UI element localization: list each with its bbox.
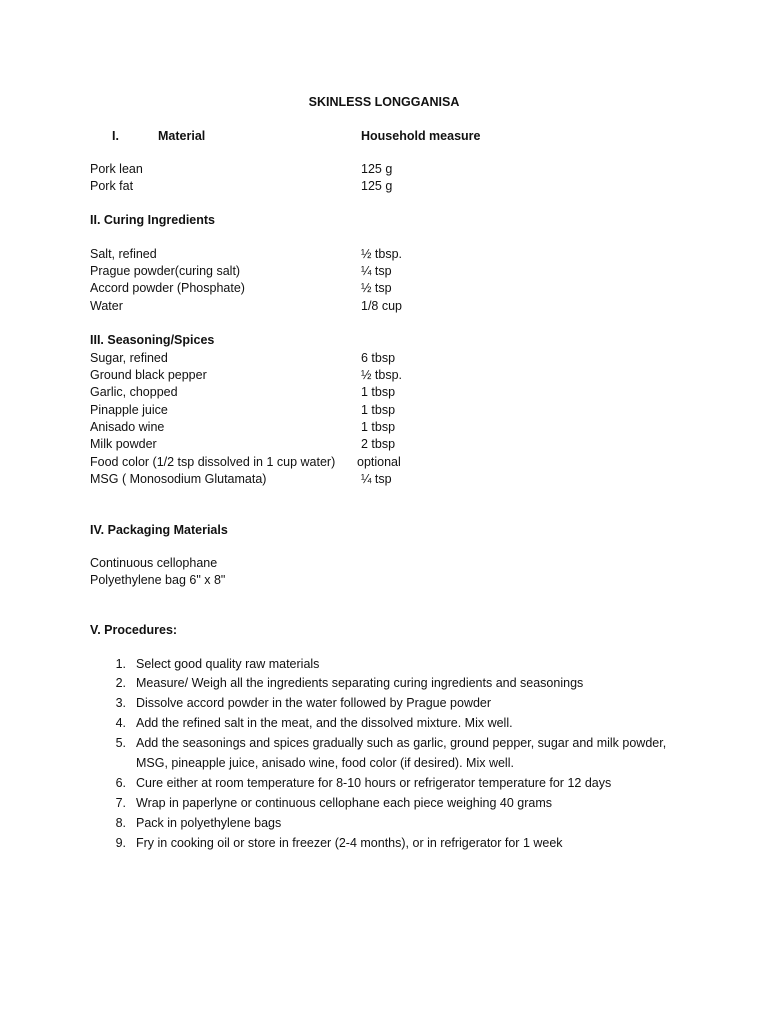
- spice-name: Milk powder: [90, 437, 157, 451]
- curing-name: Accord powder (Phosphate): [90, 281, 245, 295]
- spice-measure: ½ tbsp.: [361, 368, 402, 382]
- step-number: 2.: [115, 676, 126, 690]
- step-text: Select good quality raw materials: [136, 657, 320, 671]
- material-name: Pork lean: [90, 162, 143, 176]
- step-text: Measure/ Weigh all the ingredients separating curing ingredients and seasonings: [136, 676, 584, 690]
- spice-name: Garlic, chopped: [90, 385, 178, 399]
- spice-measure: 1 tbsp: [361, 403, 396, 417]
- section1-heading: Material: [158, 129, 206, 143]
- step-text-continued: MSG, pineapple juice, anisado wine, food color (if desired). Mix well.: [136, 756, 514, 770]
- step-number: 7.: [115, 796, 126, 810]
- material-measure: 125 g: [361, 179, 393, 193]
- section2-heading: II. Curing Ingredients: [90, 213, 216, 227]
- curing-measure: ½ tbsp.: [361, 247, 402, 261]
- section1-measure-heading: Household measure: [361, 129, 481, 143]
- curing-name: Salt, refined: [90, 247, 157, 261]
- spice-name: Sugar, refined: [90, 351, 168, 365]
- step-text: Add the seasonings and spices gradually such as garlic, ground pepper, sugar and milk powder,: [136, 736, 667, 750]
- section5-heading: V. Procedures:: [90, 623, 178, 637]
- step-text: Fry in cooking oil or store in freezer (2-4 months), or in refrigerator for 1 week: [136, 836, 563, 850]
- step-number: 4.: [115, 716, 126, 730]
- spice-measure: 6 tbsp: [361, 351, 396, 365]
- packaging-item: Polyethylene bag 6" x 8": [90, 573, 226, 587]
- packaging-item: Continuous cellophane: [90, 556, 218, 570]
- spice-name: Anisado wine: [90, 420, 165, 434]
- spice-name: Ground black pepper: [90, 368, 207, 382]
- step-text: Wrap in paperlyne or continuous cellophane each piece weighing 40 grams: [136, 796, 553, 810]
- step-number: 5.: [115, 736, 126, 750]
- spice-measure: 2 tbsp: [361, 437, 396, 451]
- spice-measure: optional: [357, 455, 401, 469]
- curing-measure: 1/8 cup: [361, 299, 403, 313]
- curing-name: Prague powder(curing salt): [90, 264, 241, 278]
- section1-number: I.: [112, 129, 119, 143]
- spice-measure: 1 tbsp: [361, 385, 396, 399]
- spice-measure: 1 tbsp: [361, 420, 396, 434]
- step-number: 6.: [115, 776, 126, 790]
- material-measure: 125 g: [361, 162, 393, 176]
- section4-heading: IV. Packaging Materials: [90, 523, 228, 537]
- curing-measure: ¼ tsp: [361, 264, 392, 278]
- section3-heading: III. Seasoning/Spices: [90, 333, 215, 347]
- spice-name: Food color (1/2 tsp dissolved in 1 cup water): [90, 455, 336, 469]
- document-title: SKINLESS LONGGANISA: [308, 95, 460, 109]
- spice-name: MSG ( Monosodium Glutamata): [90, 472, 267, 486]
- step-text: Cure either at room temperature for 8-10 hours or refrigerator temperature for 12 days: [136, 776, 612, 790]
- step-text: Dissolve accord powder in the water followed by Prague powder: [136, 696, 492, 710]
- step-text: Add the refined salt in the meat, and the dissolved mixture. Mix well.: [136, 716, 513, 730]
- step-number: 3.: [115, 696, 126, 710]
- spice-measure: ¼ tsp: [361, 472, 392, 486]
- curing-name: Water: [90, 299, 123, 313]
- spice-name: Pinapple juice: [90, 403, 168, 417]
- step-text: Pack in polyethylene bags: [136, 816, 282, 830]
- step-number: 9.: [115, 836, 126, 850]
- curing-measure: ½ tsp: [361, 281, 392, 295]
- step-number: 1.: [115, 657, 126, 671]
- material-name: Pork fat: [90, 179, 134, 193]
- step-number: 8.: [115, 816, 126, 830]
